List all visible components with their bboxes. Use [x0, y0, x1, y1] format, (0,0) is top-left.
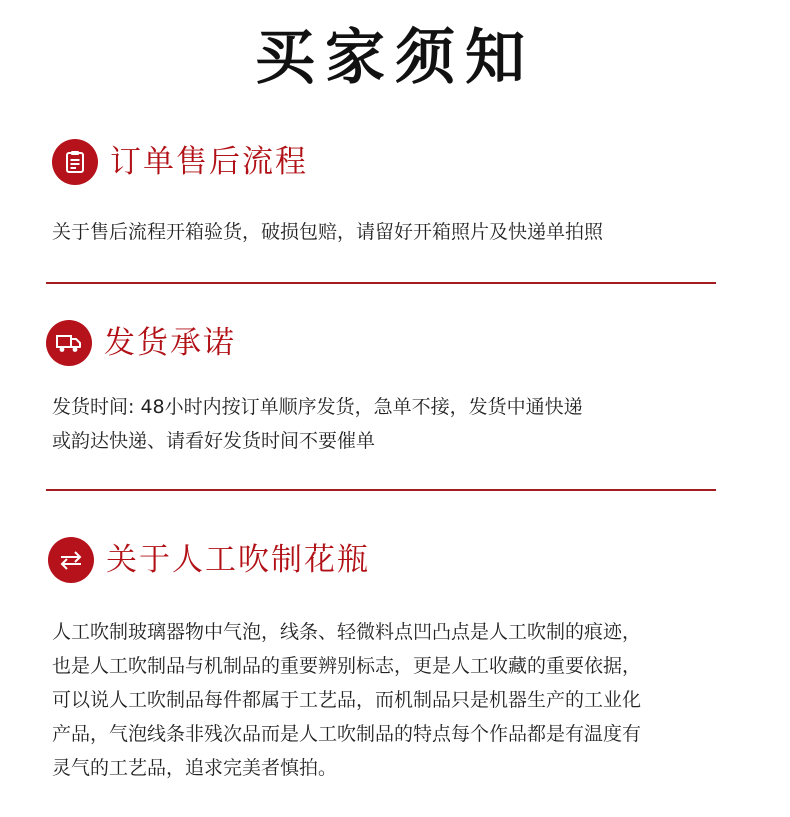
- section-body-shipping: [52, 390, 752, 458]
- divider: [46, 489, 716, 491]
- body-line: 也是人工吹制品与机制品的重要辨别标志，更是人工收藏的重要依据，: [52, 655, 642, 677]
- truck-icon: [46, 320, 92, 366]
- body-line: 可以说人工吹制品每件都属于工艺品，而机制品只是机器生产的工业化: [52, 689, 642, 711]
- section-title: 关于人工吹制花瓶: [106, 542, 370, 578]
- body-line: 灵气的工艺品，追求完美者慎拍。: [52, 757, 338, 779]
- body-line: 人工吹制玻璃器物中气泡，线条、轻微料点凹凸点是人工吹制的痕迹，: [52, 621, 642, 643]
- section-title: 订单售后流程: [110, 144, 308, 180]
- divider: [46, 282, 716, 284]
- body-line: 或韵达快递、请看好发货时间不要催单: [52, 430, 376, 452]
- section-body-hand-blown-vase: [52, 615, 752, 785]
- page-title: 买家须知: [255, 23, 535, 93]
- section-header-after-sales: [52, 137, 308, 187]
- section-body-after-sales: [52, 215, 752, 249]
- body-line: 产品，气泡线条非残次品而是人工吹制品的特点每个作品都是有温度有: [52, 723, 642, 745]
- section-header-shipping: [46, 318, 236, 368]
- body-line: 发货时间: 48小时内按订单顺序发货，急单不接，发货中通快递: [52, 396, 583, 418]
- body-line: 关于售后流程开箱验货，破损包赔，请留好开箱照片及快递单拍照: [52, 221, 604, 243]
- clipboard-icon: [52, 139, 98, 185]
- section-header-hand-blown-vase: [48, 535, 370, 585]
- exchange-arrows-icon: [48, 537, 94, 583]
- section-title: 发货承诺: [104, 325, 236, 361]
